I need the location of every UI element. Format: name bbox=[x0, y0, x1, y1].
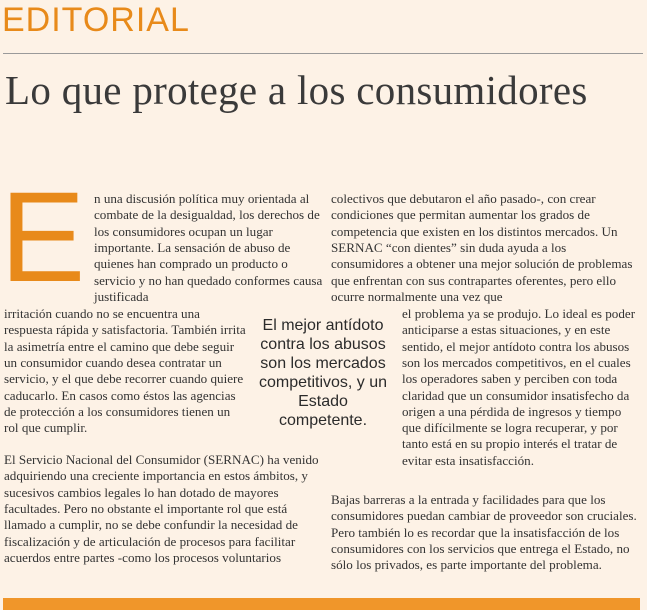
col1-paragraph-2-text: El Servicio Nacional del Consumidor (SERNAC) ha venido adquiriendo una creciente importancia en estos ámbitos, y sucesivos cambios legales lo han dotado de mayores facultades. Pero no obstante el importante rol que está llamado a cumplir, no se debe confundir la necesidad de fiscalización y de articulación de procesos para facilitar acuerdos entre partes -como los procesos voluntarios bbox=[4, 452, 319, 565]
pull-quote: El mejor antídoto contra los abusos son los mercados competitivos, y un Estado competente. bbox=[258, 317, 388, 429]
col2-indented-text: el problema ya se produjo. Lo ideal es poder anticiparse a estas situaciones, y en este sentido, el mejor antídoto contra los abusos son los mercados competitivos, en el cuales los operadores saben y perciben con toda claridad que un consumidor insatisfecho da origen a una pérdida de ingresos y tiempo que difícilmente se logra recuperar, y por tanto está en su propio interés el tratar de evitar esta insatisfacción. bbox=[402, 306, 636, 468]
col2-top-text: colectivos que debutaron el año pasado-, con crear condiciones que permitan aumentar los grados de competencia que existen en los distintos mercados. Un SERNAC “con dientes” sin duda ayuda a los consumidores a obtener una mejor solución de problemas que enfrentan con sus contrapartes oferentes, pero ello ocurre normalmente una vez que bbox=[331, 191, 633, 304]
bottom-accent-bar bbox=[3, 598, 640, 610]
col1-intro-text: n una discusión política muy orientada al combate de la desigualdad, los derechos de los consumidores ocupan un lugar importante. La sensación de abuso de quienes han comprado un producto o servicio y no han quedado conformes causa justificada bbox=[94, 191, 323, 304]
col1-paragraph-2 bbox=[4, 439, 326, 579]
section-label: EDITORIAL bbox=[2, 1, 190, 39]
col2-paragraph-2 bbox=[331, 479, 639, 587]
drop-cap: E bbox=[0, 166, 86, 309]
col2-paragraph-2-text: Bajas barreras a la entrada y facilidades para que los consumidores puedan cambiar de proveedor son cruciales. Pero también lo es recordar que la insatisfacción de los consumidores con los servicios que entrega el Estado, no sólo los privados, es parte importante del problema. bbox=[331, 492, 637, 573]
col2-indented bbox=[402, 293, 640, 482]
headline: Lo que protege a los consumidores bbox=[5, 67, 588, 113]
col1-continuation-text: irritación cuando no se encuentra una respuesta rápida y satisfactoria. También irrita la asimetría entre el camino que debe seguir un consumidor cuando desea contratar un servicio, y el que debe recorrer cuando quiere caducarlo. En casos como éstos las agencias de protección a los consumidores tienen un rol que cumplir. bbox=[4, 306, 246, 436]
header-rule bbox=[3, 53, 643, 54]
col1-continuation bbox=[4, 293, 246, 450]
